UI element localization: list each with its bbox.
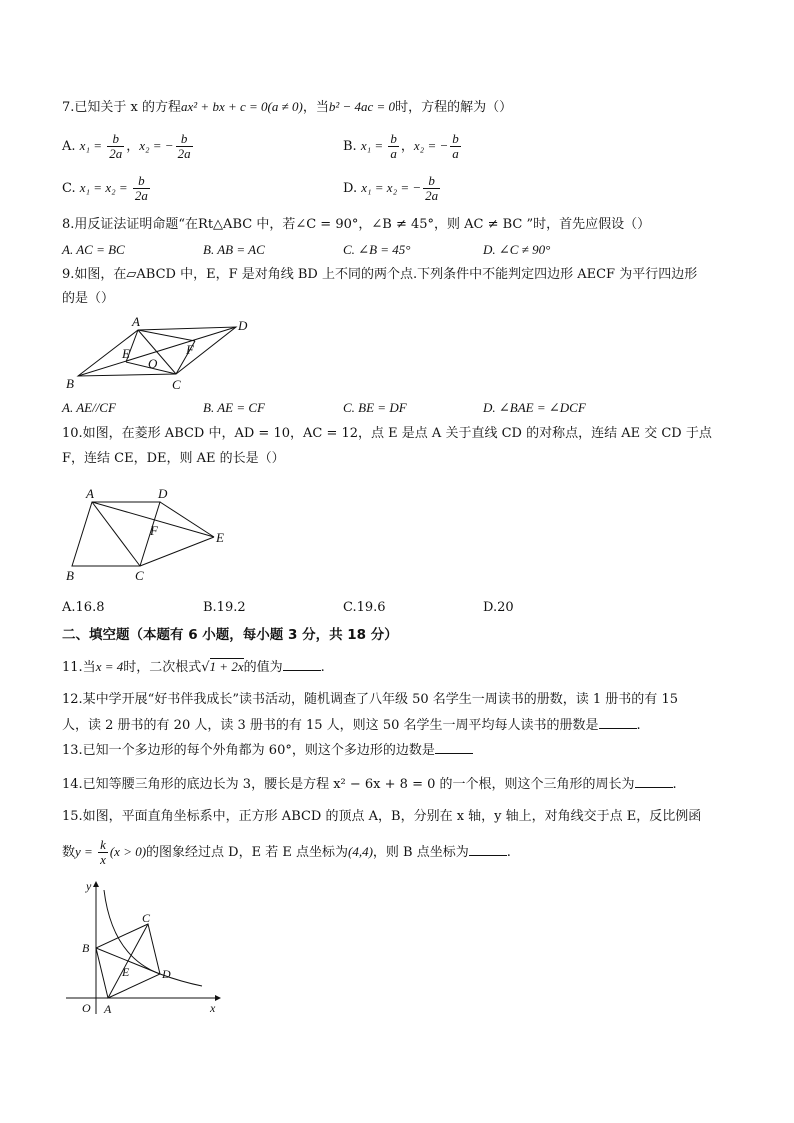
q10-segment-ce — [140, 537, 214, 566]
q7-option-a-x1: x₁ = — [79, 138, 106, 153]
q9-label-f: F — [186, 342, 194, 357]
q7-stem-pre: 7.已知关于 x 的方程 — [62, 100, 181, 115]
q7-d-num: b — [423, 174, 440, 189]
q10-stem-line1: 10.如图，在菱形 ABCD 中，AD = 10，AC = 12，点 E 是点 A 关于直线 CD 的对称点，连结 AE 交 CD 于点 — [62, 426, 712, 441]
q9-label-b: B — [66, 376, 74, 391]
q11-pre: 11.当 — [62, 660, 96, 675]
q7-b-den1: a — [390, 146, 397, 161]
q12-line2 — [62, 716, 641, 735]
q12-line1: 12.某中学开展“好书伴我成长”读书活动，随机调查了八年级 50 名学生一周读书的册数，读 1 册书的有 15 — [62, 692, 678, 707]
q7-stem-post: 时，方程的解为（） — [395, 100, 513, 115]
q15-label-a: A — [104, 1002, 112, 1016]
q10-stem-line2: F，连结 CE，DE，则 AE 的长是（） — [62, 451, 285, 466]
q10-option-b: B.19.2 — [203, 600, 246, 615]
q10-diagonal-ac — [92, 502, 140, 566]
q10-label-d: D — [158, 486, 168, 501]
q15-fn-frac — [98, 838, 108, 867]
q7-b-num2: b — [452, 131, 459, 146]
q9-label-o: O — [148, 356, 158, 371]
q7-a-sep: ， — [126, 139, 140, 154]
q15-fn-cond: (x > 0) — [109, 844, 147, 859]
q11-mid: 时，二次根式 — [123, 660, 202, 675]
q10-option-c: C.19.6 — [343, 600, 386, 615]
q13-text: 13.已知一个多边形的每个外角都为 60°，则这个多边形的边数是 — [62, 743, 435, 758]
q7-d-den: 2a — [425, 188, 439, 203]
q7-option-b-label: B. — [343, 139, 357, 154]
q14-text: 14.已知等腰三角形的底边长为 3，腰长是方程 x² − 6x + 8 = 0 的一个根，则这个三角形的周长为 — [62, 777, 635, 792]
q7-option-b — [343, 132, 463, 161]
q7-option-b-frac2 — [450, 132, 461, 161]
q7-stem-mid: ，当 — [302, 100, 329, 115]
q7-a-num2: b — [176, 132, 193, 147]
q8-stem: 8.用反证法证明命题“在Rt△ABC 中，若∠C = 90°，∠B ≠ 45°，则 AC ≠ BC ”时，首先应假设（） — [62, 217, 651, 232]
q7-option-a — [62, 132, 195, 161]
q11-end: . — [320, 660, 325, 675]
q11-post: 的值为 — [243, 660, 283, 675]
q15-label-b: B — [82, 941, 90, 955]
q11-condition: x = 4 — [95, 659, 124, 674]
sqrt-icon: √ — [201, 660, 210, 675]
q10-rhombus-figure — [60, 482, 240, 586]
q15-coord: (4,4) — [347, 844, 373, 859]
q8-option-d: D. ∠C ≠ 90° — [483, 242, 551, 257]
q9-stem-line2: 的是（） — [62, 291, 115, 306]
q15-fn-y: y = — [75, 844, 97, 859]
q9-option-d: D. ∠BAE = ∠DCF — [483, 400, 586, 415]
q7-b-sep: ， — [400, 139, 414, 154]
q7-c-den: 2a — [134, 188, 148, 203]
q7-option-d-label: D. — [343, 181, 358, 196]
q7-option-a-x2: x₂ = − — [139, 138, 174, 153]
q7-option-d-x: x₁ = x₂ = − — [361, 180, 422, 195]
q7-option-c-label: C. — [62, 181, 76, 196]
q11-stem — [62, 658, 325, 677]
q7-a-den1: 2a — [109, 146, 123, 161]
q10-label-a: A — [86, 486, 94, 501]
q8-option-a: A. AC = BC — [62, 242, 125, 257]
q11-radicand: 1 + 2x — [209, 659, 244, 674]
q12-line2-text: 人，读 2 册书的有 20 人，读 3 册书的有 15 人，则这 50 名学生一周平均每人读书的册数是 — [62, 718, 599, 733]
q7-a-den2: 2a — [177, 146, 191, 161]
q9-option-c: C. BE = DF — [343, 400, 407, 415]
q7-option-c-frac — [133, 174, 150, 203]
q15-label-e: E — [122, 965, 130, 979]
q13-answer-blank[interactable] — [435, 741, 473, 754]
q15-end: . — [506, 845, 511, 860]
q10-label-c: C — [135, 568, 144, 583]
q15-line2-post: ，则 B 点坐标为 — [372, 845, 469, 860]
q7-b-num1: b — [390, 131, 397, 146]
q7-a-num1: b — [107, 132, 124, 147]
q7-c-num: b — [133, 174, 150, 189]
section-heading-fill-in: 二、填空题（本题有 6 小题，每小题 3 分，共 18 分） — [62, 627, 398, 643]
q10-label-f: F — [150, 523, 158, 538]
q7-option-a-frac1 — [107, 132, 124, 161]
q7-b-den2: a — [452, 146, 459, 161]
q9-label-c: C — [172, 377, 181, 392]
q9-label-e: E — [122, 346, 130, 361]
q14-stem — [62, 775, 677, 794]
q7-option-d-frac — [423, 174, 440, 203]
q10-label-e: E — [216, 530, 224, 545]
q15-answer-blank[interactable] — [469, 843, 507, 856]
q7-option-c — [62, 174, 152, 203]
q10-option-d: D.20 — [483, 600, 514, 615]
q7-option-a-label: A. — [62, 139, 76, 154]
q15-line2-mid: 的图象经过点 D，E 若 E 点坐标为 — [146, 845, 348, 860]
q14-answer-blank[interactable] — [635, 775, 673, 788]
q15-line2-pre: 数 — [62, 845, 76, 860]
q15-label-c: C — [142, 911, 151, 925]
q12-answer-blank[interactable] — [599, 716, 637, 729]
q15-label-d: D — [162, 967, 171, 981]
q8-option-c: C. ∠B = 45° — [343, 242, 411, 257]
q13-stem — [62, 741, 473, 760]
q10-option-a: A.16.8 — [62, 600, 105, 615]
q9-option-a: A. AE//CF — [62, 400, 116, 415]
q15-label-y: y — [86, 879, 92, 893]
q9-label-d: D — [238, 318, 248, 333]
q12-end: . — [636, 718, 641, 733]
q15-fn-num: k — [100, 837, 106, 852]
q15-label-o: O — [82, 1001, 91, 1015]
q7-stem — [62, 98, 512, 117]
q10-label-b: B — [66, 568, 74, 583]
q7-option-b-x2: x₂ = − — [413, 138, 449, 153]
q15-coordinate-figure — [62, 878, 232, 1018]
q7-option-d — [343, 174, 442, 203]
q9-option-b: B. AE = CF — [203, 400, 265, 415]
q15-line1: 15.如图，平面直角坐标系中，正方形 ABCD 的顶点 A，B，分别在 x 轴，y 轴上，对角线交于点 E，反比例函 — [62, 809, 702, 824]
q15-fn-den: x — [100, 852, 106, 867]
q8-option-b: B. AB = AC — [203, 242, 265, 257]
q7-option-c-x: x₁ = x₂ = — [79, 180, 131, 195]
q14-end: . — [672, 777, 677, 792]
q9-parallelogram-figure — [60, 314, 260, 394]
q15-label-x: x — [210, 1001, 216, 1015]
q10-segment-de — [160, 502, 214, 537]
q7-option-a-frac2 — [176, 132, 193, 161]
q15-line2 — [62, 838, 511, 867]
q7-equation: ax² + bx + c = 0(a ≠ 0) — [181, 99, 303, 114]
q11-answer-blank[interactable] — [283, 658, 321, 671]
q9-stem-line1: 9.如图，在▱ABCD 中，E，F 是对角线 BD 上不同的两个点.下列条件中不能判定四边形 AECF 为平行四边形 — [62, 267, 698, 282]
q7-condition: b² − 4ac = 0 — [328, 99, 396, 114]
q9-label-a: A — [132, 314, 140, 329]
q7-option-b-x1: x₁ = — [360, 138, 387, 153]
q7-option-b-frac1 — [388, 132, 399, 161]
